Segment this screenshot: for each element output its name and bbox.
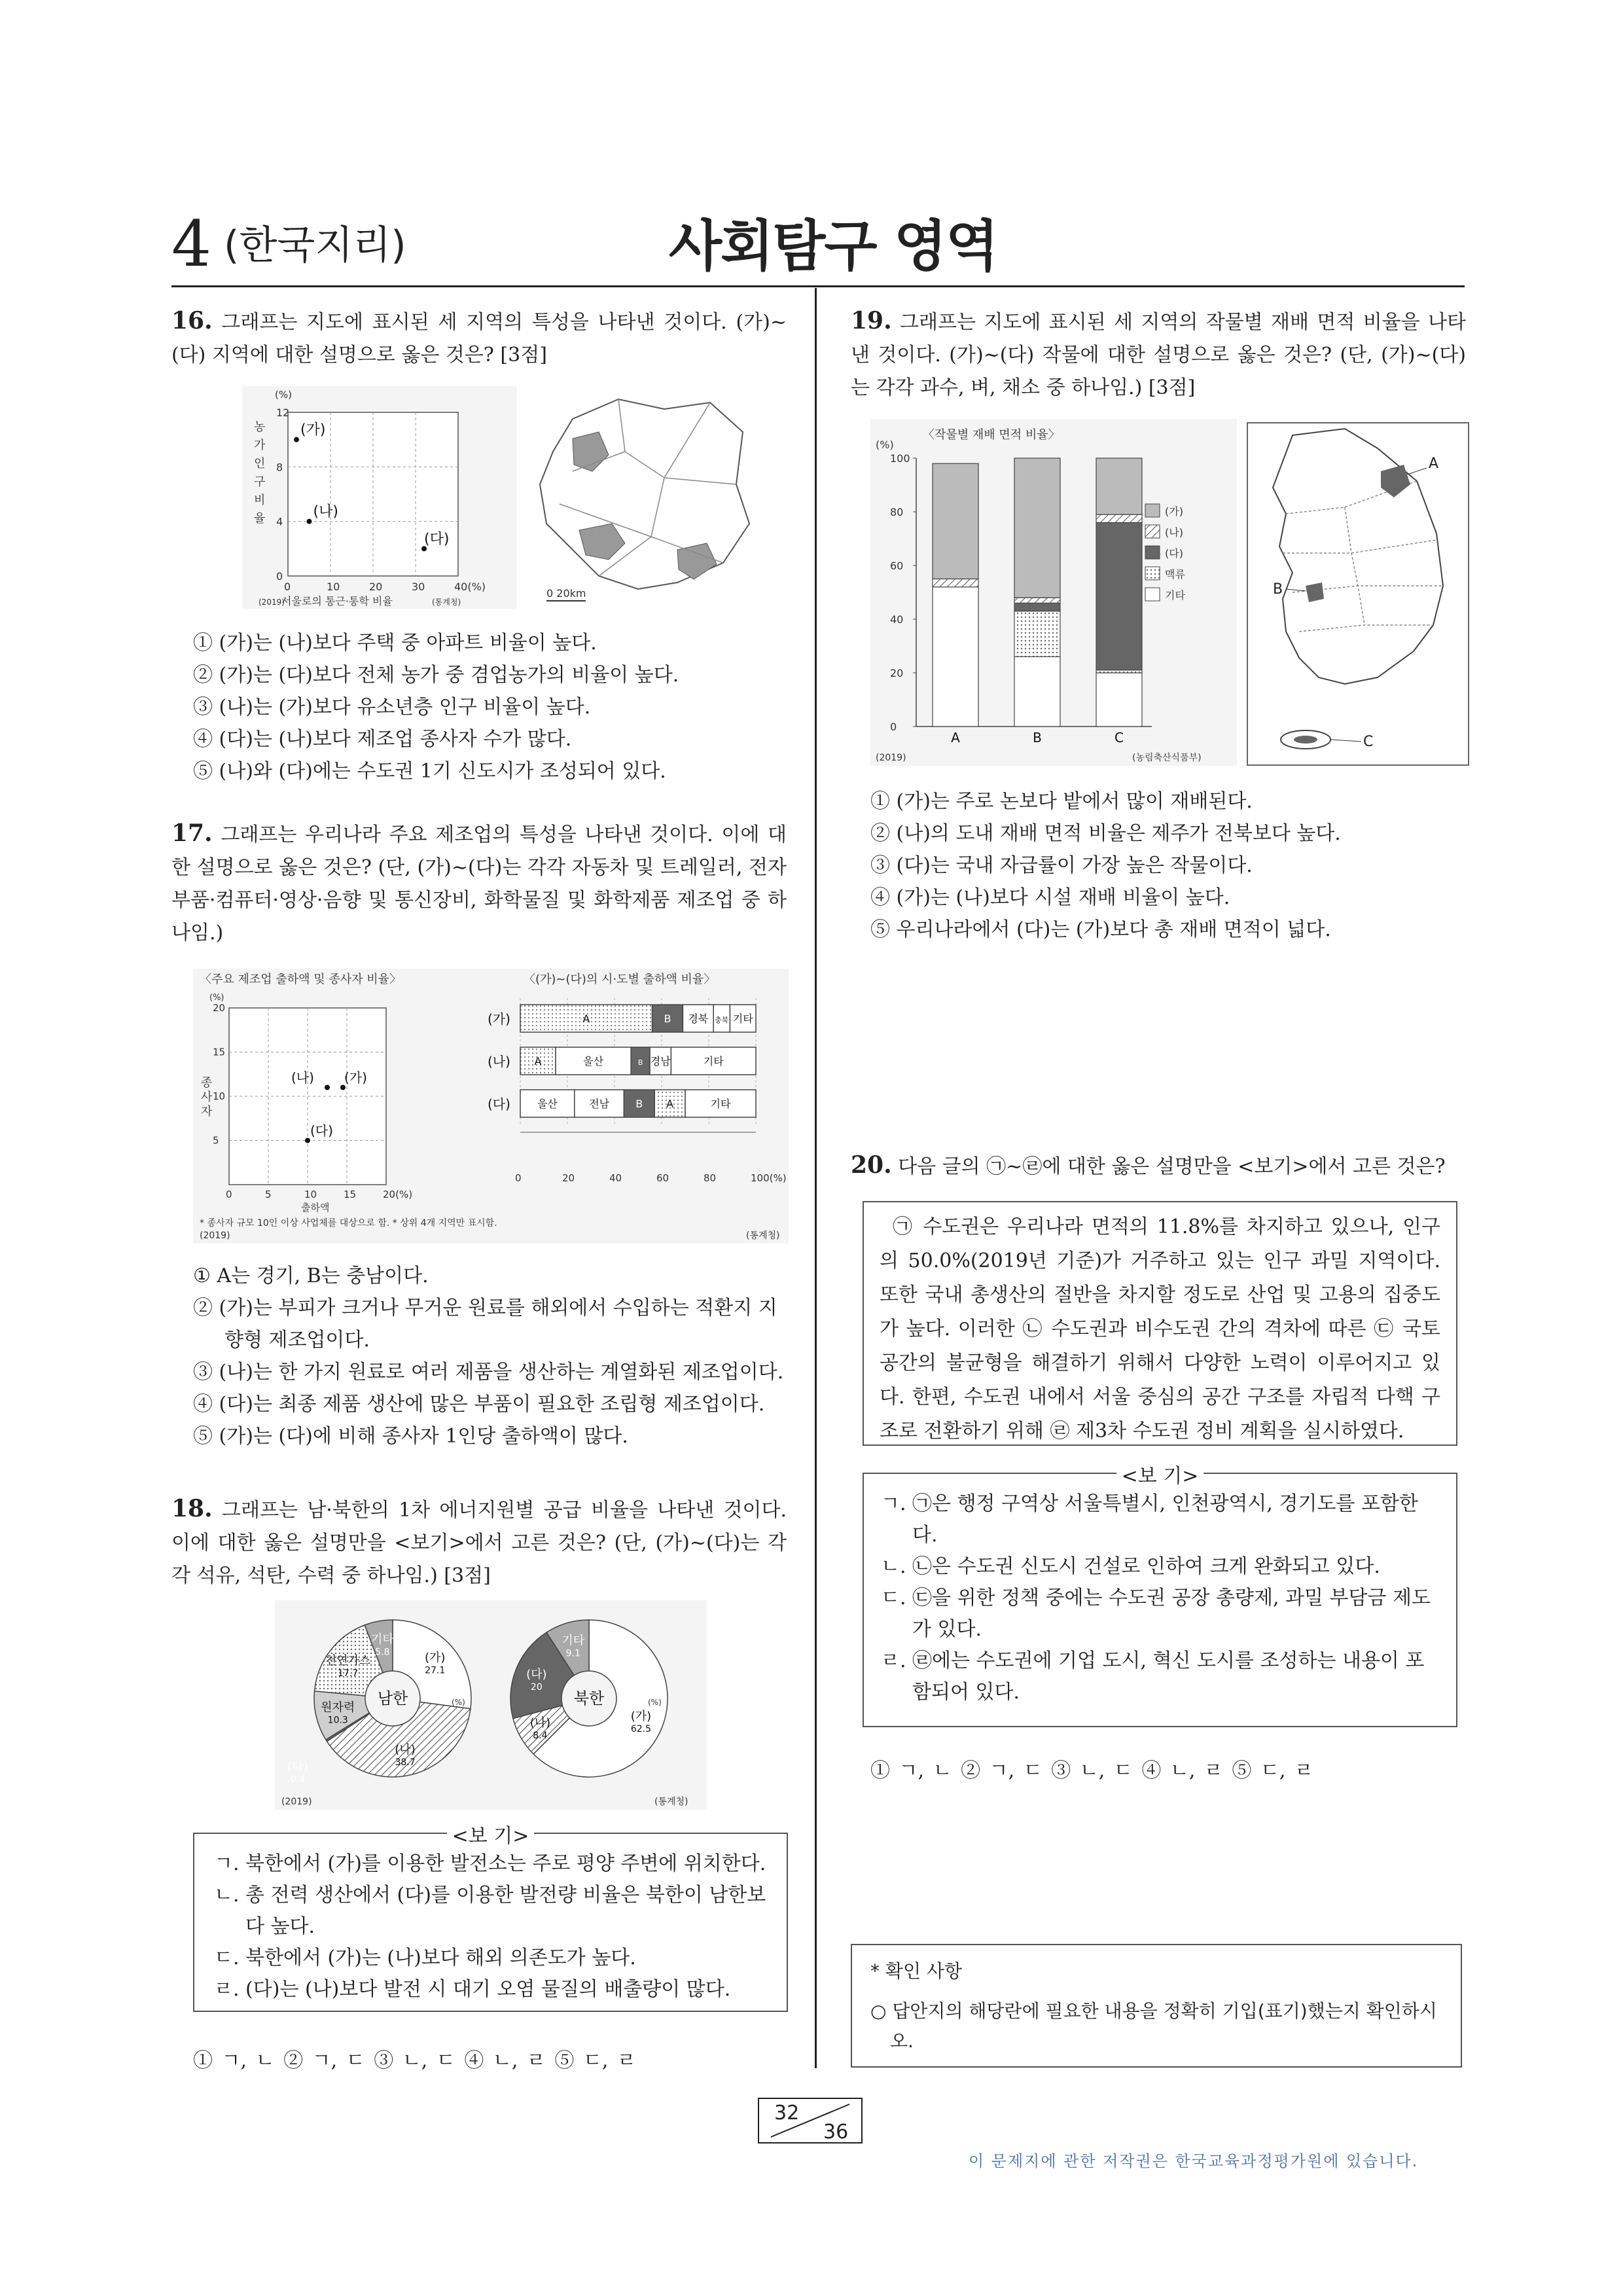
q17-option-1[interactable]: ① A는 경기, B는 충남이다. — [193, 1265, 429, 1287]
q20-answer-choices[interactable]: ① ㄱ, ㄴ ② ㄱ, ㄷ ③ ㄴ, ㄷ ④ ㄴ, ㄹ ⑤ ㄷ, ㄹ — [870, 1759, 1313, 1782]
point-label: (가) — [344, 1069, 367, 1086]
slice-value: 27.1 — [425, 1665, 446, 1676]
x-tick-label: 20 — [562, 1172, 575, 1184]
slice-value: 8.4 — [533, 1730, 548, 1741]
point-label: (다) — [310, 1122, 333, 1139]
bar-segment — [1096, 670, 1142, 673]
q18-answer-choices[interactable]: ① ㄱ, ㄴ ② ㄱ, ㄷ ③ ㄴ, ㄷ ④ ㄴ, ㄹ ⑤ ㄷ, ㄹ — [193, 2049, 636, 2072]
question-20-number: 20. — [851, 1151, 892, 1179]
question-20-stem: 다음 글의 ㉠~㉣에 대한 옳은 설명만을 <보기>에서 고른 것은? — [898, 1155, 1446, 1178]
category-label: B — [1033, 730, 1042, 745]
q17-option-2[interactable]: ② (가)는 부피가 크거나 무거운 원료를 해외에서 수입하는 적환지 지향형 제조업이다. — [193, 1297, 777, 1352]
y-axis-label-char: 구 — [254, 475, 266, 489]
y-tick-label: 12 — [276, 406, 290, 419]
y-tick-label: 80 — [890, 506, 904, 518]
question-18-number: 18. — [171, 1495, 213, 1522]
y-axis-label-char: 가 — [254, 439, 266, 452]
q19-chart-title: 〈작물별 재배 면적 비율〉 — [923, 428, 1060, 442]
legend-swatch — [1145, 567, 1160, 580]
point-label: (나) — [291, 1069, 314, 1086]
q18-item-2: ㄴ. 총 전력 생산에서 (다)를 이용한 발전량 비율은 북한이 남한보다 높다. — [214, 1884, 766, 1938]
q17-options — [193, 1260, 789, 1452]
y-tick-label: 40 — [890, 613, 904, 626]
segment-label: 울산 — [583, 1055, 604, 1067]
q17-option-4[interactable]: ④ (다)는 최종 제품 생산에 많은 부품이 필요한 조립형 제조업이다. — [193, 1393, 765, 1416]
data-point — [307, 519, 312, 524]
q18-item-4: ㄹ. (다)는 (나)보다 발전 시 대기 오염 물질의 배출량이 많다. — [214, 1978, 731, 2001]
question-19 — [851, 304, 1466, 404]
bar-segment — [1096, 458, 1142, 514]
x-tick-label: 60 — [656, 1172, 669, 1184]
segment-label: 충북 — [715, 1016, 729, 1024]
y-axis-label-char: 종 — [201, 1076, 213, 1090]
legend-label: 맥류 — [1165, 568, 1185, 581]
question-18 — [171, 1492, 787, 1592]
pie-unit: (%) — [648, 1698, 662, 1707]
q16-option-1[interactable]: ① (가)는 (나)보다 주택 중 아파트 비율이 높다. — [193, 632, 597, 655]
q19-year: (2019) — [876, 753, 906, 763]
q20-item-1: ㄱ. ㉠은 행정 구역상 서울특별시, 인천광역시, 경기도를 포함한다. — [881, 1492, 1418, 1547]
q20-item-2: ㄴ. ㉡은 수도권 신도시 건설로 인하여 크게 완화되고 있다. — [881, 1555, 1380, 1578]
legend-swatch — [1145, 525, 1160, 538]
segment-label: 경남 — [650, 1055, 671, 1067]
q20-passage: ㉠ 수도권은 우리나라 면적의 11.8%를 차지하고 있으나, 인구의 50.0%(2019년 기준)가 거주하고 있는 인구 과밀 지역이다. 또한 국내 총생산의 절반을 차지할 정도로 산업 및 고용의 집중도가 높다. 이러한 ㉡ 수도권과 비수도권 간의 격차에 따른 ㉢ 국토 공간의 불균형을 해결하기 위해서 다양한 노력이 이루어지고 있다. 한편, 수도권 내에서 서울 중심의 공간 구조를 자립적 다핵 구조로 전환하기 위해 ㉣ 제3차 수도권 정비 계획을 실시하였다. — [880, 1215, 1440, 1443]
q16-region-map — [533, 393, 756, 609]
point-label: (나) — [313, 503, 338, 520]
y-tick-label: 0 — [276, 570, 283, 583]
q19-option-5[interactable]: ⑤ 우리나라에서 (다)는 (가)보다 총 재배 면적이 넓다. — [870, 918, 1331, 941]
y-tick-label: 100 — [890, 452, 910, 465]
scale-label: 0 20km — [546, 587, 586, 600]
segment-label: A — [666, 1098, 674, 1110]
pie-unit: (%) — [452, 1698, 465, 1707]
x-tick-label: 40 — [609, 1172, 622, 1184]
bar-segment — [933, 579, 978, 587]
y-tick-label: 0 — [890, 721, 897, 733]
y-tick-label: 4 — [276, 515, 283, 528]
q16-option-2[interactable]: ② (가)는 (다)보다 전체 농가 중 겸업농가의 비율이 높다. — [193, 664, 679, 687]
y-tick-label: 5 — [213, 1134, 219, 1147]
question-16-number: 16. — [171, 307, 213, 334]
q19-option-3[interactable]: ③ (다)는 국내 자급률이 가장 높은 작물이다. — [870, 854, 1253, 877]
page-counter — [758, 2098, 863, 2144]
slice-name: 천연가스 — [325, 1653, 371, 1668]
question-17-number: 17. — [171, 819, 213, 847]
year-label: (2019) — [259, 598, 285, 607]
slice-name: 기타 — [371, 1632, 394, 1647]
map-label-b: B — [1273, 581, 1283, 598]
q16-option-4[interactable]: ④ (다)는 (나)보다 제조업 종사자 수가 많다. — [193, 728, 572, 751]
q20-item-4: ㄹ. ㉣에는 수도권에 기업 도시, 혁신 도시를 조성하는 내용이 포함되어 있다. — [881, 1649, 1425, 1704]
segment-label: A — [582, 1013, 590, 1025]
legend-label: (나) — [1165, 526, 1183, 539]
q18-pie-charts — [275, 1600, 707, 1810]
q20-passage-box — [863, 1201, 1457, 1446]
slice-value: 17.7 — [337, 1668, 359, 1679]
data-point — [294, 437, 299, 442]
q17-scatter-title: 〈주요 제조업 출하액 및 종사자 비율〉 — [200, 973, 402, 986]
legend-swatch — [1145, 546, 1160, 559]
q19-option-1[interactable]: ① (가)는 주로 논보다 밭에서 많이 재배된다. — [870, 790, 1253, 813]
segment-label: 기타 — [703, 1055, 724, 1067]
x-tick-label: 0 — [226, 1189, 232, 1200]
slice-value: 9.1 — [565, 1648, 580, 1659]
y-unit-label: (%) — [275, 389, 292, 401]
page-header — [171, 208, 1465, 287]
slice-value: 38.7 — [395, 1757, 416, 1768]
question-19-number: 19. — [851, 307, 892, 334]
x-tick-label: 15 — [344, 1189, 357, 1200]
q20-bogi-box — [863, 1465, 1457, 1727]
x-tick-label: 100(%) — [751, 1172, 787, 1184]
question-16 — [171, 304, 787, 372]
slice-value: 20 — [530, 1681, 543, 1693]
y-axis-label-char: 비 — [254, 493, 266, 507]
question-18-stem: 그래프는 남·북한의 1차 에너지원별 공급 비율을 나타낸 것이다. 이에 대한 옳은 설명만을 <보기>에서 고른 것은? (단, (가)~(다)는 각각 석유, 석탄, 수력 중 하나임.) [3점] — [171, 1499, 787, 1587]
x-tick-label: 80 — [704, 1172, 717, 1184]
slice-name: 기타 — [562, 1634, 585, 1648]
bar-segment — [1096, 514, 1142, 522]
legend-label: (가) — [1165, 505, 1183, 518]
q18-bogi-box — [193, 1825, 788, 2012]
source-label: (통계청) — [432, 598, 461, 607]
question-17-stem: 그래프는 우리나라 주요 제조업의 특성을 나타낸 것이다. 이에 대한 설명으로 옳은 것은? (단, (가)~(다)는 각각 자동차 및 트레일러, 전자 부품·컴퓨터·영상·음향 및 통신장비, 화학물질 및 화학제품 제조업 중 하나임.) — [171, 823, 787, 944]
q20-bogi-title: <보 기> — [1116, 1460, 1204, 1488]
segment-label: 기타 — [710, 1098, 731, 1110]
question-17 — [171, 817, 787, 950]
q17-bar-title: 〈(가)~(다)의 시·도별 출하액 비율〉 — [524, 973, 716, 986]
y-axis-label-char: 사 — [201, 1090, 213, 1104]
category-label: A — [951, 730, 960, 745]
area-title: 사회탐구 영역 — [669, 214, 998, 278]
slice-name: (다) — [526, 1667, 547, 1681]
pie-center-label: 북한 — [573, 1689, 605, 1708]
map-label-a: A — [1429, 456, 1439, 472]
q18-bogi-title: <보 기> — [447, 1820, 535, 1848]
slice-value: 5.8 — [375, 1647, 390, 1658]
pie-center-label: 남한 — [377, 1689, 408, 1708]
y-axis-label-char: 농 — [254, 420, 266, 434]
q20-item-3: ㄷ. ㉢을 위한 정책 중에는 수도권 공장 총량제, 과밀 부담금 제도가 있다. — [881, 1587, 1431, 1641]
bar-segment — [1014, 611, 1060, 657]
q17-source: (통계청) — [746, 1230, 780, 1241]
map-label-c: C — [1363, 734, 1374, 750]
q16-option-3[interactable]: ③ (나)는 (가)보다 유소년층 인구 비율이 높다. — [193, 696, 591, 719]
slice-name: (나) — [529, 1715, 551, 1730]
slice-name: (가) — [630, 1709, 652, 1723]
bar-segment — [1014, 656, 1060, 726]
q16-scatter-chart — [242, 386, 517, 609]
segment-label: 전남 — [589, 1098, 610, 1110]
question-19-stem: 그래프는 지도에 표시된 세 지역의 작물별 재배 면적 비율을 나타낸 것이다. (가)~(다) 작물에 대한 설명으로 옳은 것은? (단, (가)~(다)는 각각 과수, 벼, 채소 중 하나임.) [3점] — [851, 311, 1466, 399]
bar-segment — [1096, 673, 1142, 726]
slice-name: 원자력 — [321, 1700, 355, 1715]
notice-title: * 확인 사항 — [870, 1960, 962, 1982]
bar-segment — [1014, 458, 1060, 598]
x-tick-label: 40(%) — [454, 581, 486, 593]
copyright-notice: 이 문제지에 관한 저작권은 한국교육과정평가원에 있습니다. — [969, 2152, 1419, 2170]
q17-option-3[interactable]: ③ (나)는 한 가지 원료로 여러 제품을 생산하는 계열화된 제조업이다. — [193, 1361, 784, 1384]
x-tick-label: 10 — [304, 1189, 317, 1200]
y-tick-label: 20 — [213, 1002, 226, 1014]
y-axis-label-char: 인 — [254, 457, 266, 471]
legend-swatch — [1145, 504, 1160, 517]
subject-title: (한국지리) — [224, 223, 406, 268]
data-point — [305, 1138, 310, 1143]
bar-segment — [1096, 522, 1142, 670]
x-tick-label: 0 — [515, 1172, 522, 1184]
x-tick-label: 10 — [327, 581, 340, 593]
x-tick-label: 20 — [369, 581, 383, 593]
segment-label: B — [635, 1098, 643, 1110]
slice-value: 0.4 — [290, 1774, 306, 1785]
q16-option-5[interactable]: ⑤ (나)와 (다)에는 수도권 1기 신도시가 조성되어 있다. — [193, 760, 666, 783]
q17-year: (2019) — [200, 1230, 230, 1241]
segment-label: 경북 — [688, 1013, 709, 1025]
x-tick-label: 20(%) — [383, 1189, 413, 1200]
current-page: 32 — [774, 2102, 800, 2125]
y-axis-label-char: 자 — [201, 1105, 213, 1119]
slice-name: (다) — [287, 1760, 308, 1774]
question-16-stem: 그래프는 지도에 표시된 세 지역의 특성을 나타낸 것이다. (가)~(다) 지역에 대한 설명으로 옳은 것은? [3점] — [171, 311, 787, 367]
y-tick-label: 15 — [213, 1046, 226, 1058]
q17-note: * 종사자 규모 10인 이상 사업체를 대상으로 함. * 상위 4개 지역만 표시함. — [200, 1218, 497, 1229]
q19-option-4[interactable]: ④ (가)는 (나)보다 시설 재배 비율이 높다. — [870, 886, 1230, 909]
q19-unit: (%) — [876, 439, 894, 451]
slice-name: (가) — [424, 1651, 446, 1665]
q19-korea-map — [1247, 422, 1469, 766]
notice-body: ○ 답안지의 해당란에 필요한 내용을 정확히 기입(표기)했는지 확인하시오. — [870, 2000, 1437, 2052]
segment-label: B — [664, 1013, 671, 1025]
category-label: C — [1115, 730, 1124, 745]
legend-label: 기타 — [1165, 589, 1185, 601]
legend-label: (다) — [1165, 547, 1183, 560]
question-20 — [851, 1149, 1466, 1183]
row-label: (나) — [488, 1054, 510, 1069]
y-tick-label: 20 — [890, 667, 904, 679]
segment-label: B — [637, 1058, 643, 1067]
notice-box — [851, 1944, 1462, 2068]
q16-options — [193, 627, 782, 787]
x-axis-label: 출하액 — [301, 1202, 330, 1213]
region-b-mark — [1306, 583, 1324, 602]
data-point — [325, 1085, 330, 1090]
q18-year: (2019) — [281, 1797, 312, 1807]
bar-segment — [933, 587, 978, 726]
q19-bar-chart — [870, 419, 1237, 766]
column-divider — [815, 288, 817, 2068]
y-tick-label: 8 — [276, 461, 283, 474]
x-axis-label: 서울로의 통근·통학 비율 — [281, 595, 393, 607]
q19-option-2[interactable]: ② (나)의 도내 재배 면적 비율은 제주가 전북보다 높다. — [870, 822, 1341, 845]
x-tick-label: 0 — [284, 581, 291, 593]
row-label: (다) — [488, 1096, 510, 1112]
q19-options — [870, 785, 1466, 946]
q18-item-3: ㄷ. 북한에서 (가)는 (나)보다 해외 의존도가 높다. — [214, 1946, 636, 1969]
segment-label: 울산 — [537, 1098, 558, 1110]
x-tick-label: 5 — [265, 1189, 272, 1200]
slice-value: 62.5 — [630, 1723, 652, 1734]
y-tick-label: 60 — [890, 560, 904, 572]
slice-name: (나) — [395, 1742, 416, 1757]
page-number: 4 — [171, 207, 212, 281]
unit-label: (%) — [209, 993, 224, 1003]
q19-source: (농림축산식품부) — [1132, 753, 1202, 763]
bar-segment — [933, 463, 978, 579]
total-pages: 36 — [823, 2121, 849, 2144]
q18-source: (통계청) — [654, 1797, 688, 1807]
point-label: (다) — [424, 531, 450, 548]
segment-label: 기타 — [732, 1013, 753, 1025]
q17-charts — [193, 969, 789, 1244]
x-tick-label: 30 — [412, 581, 425, 593]
slice-value: 10.3 — [327, 1715, 348, 1726]
segment-label: A — [534, 1055, 542, 1067]
y-tick-label: 10 — [213, 1090, 226, 1102]
data-point — [340, 1085, 346, 1090]
y-axis-label-char: 율 — [254, 512, 266, 526]
header-rule — [171, 285, 1465, 287]
bar-segment — [1014, 598, 1060, 603]
legend-swatch — [1145, 588, 1160, 601]
point-label: (가) — [300, 422, 326, 439]
q18-item-1: ㄱ. 북한에서 (가)를 이용한 발전소는 주로 평양 주변에 위치한다. — [214, 1852, 766, 1875]
row-label: (가) — [488, 1011, 510, 1027]
bar-segment — [1014, 603, 1060, 611]
region-c-mark — [1294, 736, 1317, 744]
q17-option-5[interactable]: ⑤ (가)는 (다)에 비해 종사자 1인당 출하액이 많다. — [193, 1425, 628, 1448]
